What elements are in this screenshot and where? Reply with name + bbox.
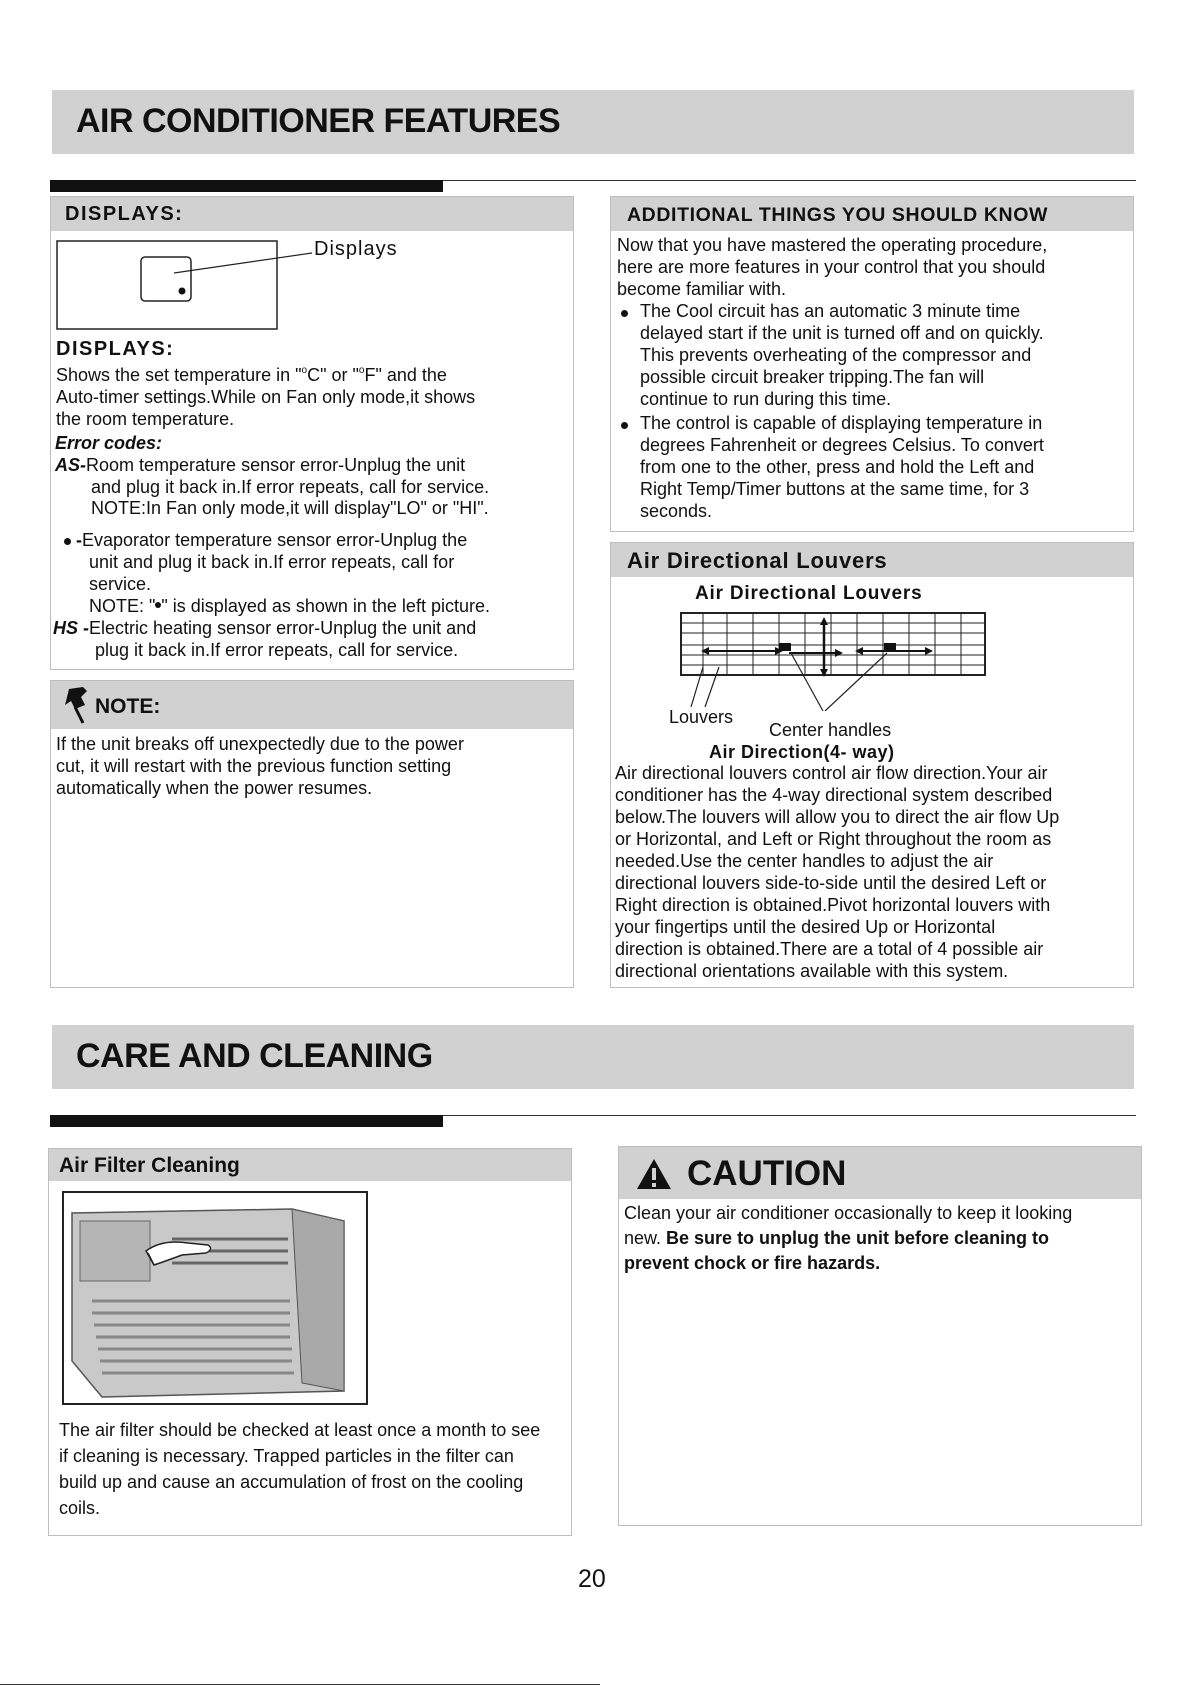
error-as-line1: AS-Room temperature sensor error-Unplug the unit bbox=[55, 455, 466, 475]
features-title: AIR CONDITIONER FEATURES bbox=[76, 102, 561, 140]
additional-b1-l1: The Cool circuit has an automatic 3 minute time bbox=[640, 301, 1021, 321]
additional-intro2: here are more features in your control that you should bbox=[617, 257, 1046, 277]
features-rule-thin bbox=[443, 180, 1136, 181]
louvers-box bbox=[610, 542, 1134, 988]
air-direction-subheading: Air Direction(4- way) bbox=[709, 742, 895, 762]
bullet-icon bbox=[621, 422, 628, 429]
caution-box bbox=[618, 1146, 1142, 1526]
displays-subheading: DISPLAYS: bbox=[56, 338, 175, 360]
filter-l1: The air filter should be checked at least once a month to see bbox=[59, 1420, 541, 1440]
care-rule-thick bbox=[50, 1115, 443, 1127]
dot-symbol-icon bbox=[64, 538, 71, 545]
displays-desc-line2: Auto-timer settings.While on Fan only mode,it shows bbox=[56, 387, 476, 407]
caution-l2: new. Be sure to unplug the unit before cleaning to bbox=[624, 1228, 1050, 1248]
louvers-p4: or Horizontal, and Left or Right throughout the room as bbox=[615, 829, 1052, 849]
louvers-p7: Right direction is obtained.Pivot horizontal louvers with bbox=[615, 895, 1051, 915]
care-title-band bbox=[52, 1025, 1134, 1089]
note-box bbox=[50, 680, 574, 988]
caution-header bbox=[619, 1147, 1141, 1199]
center-handles-label: Center handles bbox=[769, 720, 892, 740]
warning-triangle-icon bbox=[635, 1157, 673, 1191]
caution-l1: Clean your air conditioner occasionally to keep it looking bbox=[624, 1203, 1073, 1223]
louvers-label: Louvers bbox=[669, 707, 734, 727]
louvers-p3: below.The louvers will allow you to direct the air flow Up bbox=[615, 807, 1060, 827]
additional-box bbox=[610, 196, 1134, 532]
error-dot-line2: unit and plug it back in.If error repeats, call for bbox=[89, 552, 455, 572]
louver-diagram bbox=[679, 611, 1059, 711]
filter-l2: if cleaning is necessary. Trapped particles in the filter can bbox=[59, 1446, 514, 1466]
additional-b2-l5: seconds. bbox=[640, 501, 713, 521]
additional-intro1: Now that you have mastered the operating procedure, bbox=[617, 235, 1048, 255]
filter-heading: Air Filter Cleaning bbox=[59, 1154, 240, 1177]
caution-l3: prevent chock or fire hazards. bbox=[624, 1253, 881, 1273]
additional-heading: ADDITIONAL THINGS YOU SHOULD KNOW bbox=[627, 204, 1048, 226]
louvers-p1: Air directional louvers control air flow direction.Your air bbox=[615, 763, 1048, 783]
features-title-band bbox=[52, 90, 1134, 154]
pushpin-icon bbox=[63, 685, 93, 725]
louvers-p5: needed.Use the center handles to adjust the air bbox=[615, 851, 994, 871]
displays-desc-line3: the room temperature. bbox=[56, 409, 235, 429]
caution-heading: CAUTION bbox=[687, 1154, 847, 1193]
error-hs-line1: HS -Electric heating sensor error-Unplug the unit and bbox=[53, 618, 477, 638]
displays-header bbox=[51, 197, 573, 231]
louvers-p8: your fingertips until the desired Up or Horizontal bbox=[615, 917, 996, 937]
louvers-header bbox=[611, 543, 1133, 577]
louvers-p9: direction is obtained.There are a total of 4 possible air bbox=[615, 939, 1044, 959]
error-dot-note: NOTE: " " is displayed as shown in the left picture. bbox=[89, 596, 490, 616]
additional-header bbox=[611, 197, 1133, 231]
filter-l4: coils. bbox=[59, 1498, 101, 1518]
louvers-heading: Air Directional Louvers bbox=[627, 548, 888, 573]
displays-desc-line1: Shows the set temperature in "$^o$C" or "$^o$F" and the bbox=[56, 365, 447, 385]
error-dot-line3: service. bbox=[89, 574, 152, 594]
care-rule-thin bbox=[443, 1115, 1136, 1116]
error-as-line3: NOTE:In Fan only mode,it will display"LO" or "HI". bbox=[91, 498, 489, 518]
louvers-p6: directional louvers side-to-side until the desired Left or bbox=[615, 873, 1047, 893]
error-hs-line2: plug it back in.If error repeats, call for service. bbox=[95, 640, 459, 660]
louvers-p10: directional orientations available with this system. bbox=[615, 961, 1009, 981]
error-as-line2: and plug it back in.If error repeats, call for service. bbox=[91, 477, 490, 497]
note-header bbox=[51, 681, 573, 729]
note-line1: If the unit breaks off unexpectedly due to the power bbox=[56, 734, 464, 754]
additional-b1-l4: possible circuit breaker tripping.The fan will bbox=[640, 367, 985, 387]
additional-b2-l2: degrees Fahrenheit or degrees Celsius. To convert bbox=[640, 435, 1044, 455]
additional-intro3: become familiar with. bbox=[617, 279, 787, 299]
additional-b2-l1: The control is capable of displaying temperature in bbox=[640, 413, 1043, 433]
care-title: CARE AND CLEANING bbox=[76, 1037, 433, 1075]
additional-b1-l2: delayed start if the unit is turned off and on quickly. bbox=[640, 323, 1044, 343]
louvers-figure-title: Air Directional Louvers bbox=[695, 583, 923, 604]
additional-b2-l4: Right Temp/Timer buttons at the same time, for 3 bbox=[640, 479, 1030, 499]
filter-header bbox=[49, 1149, 571, 1181]
displays-heading: DISPLAYS: bbox=[65, 203, 184, 225]
filter-l3: build up and cause an accumulation of frost on the cooling bbox=[59, 1472, 524, 1492]
displays-box bbox=[50, 196, 574, 670]
filter-box bbox=[48, 1148, 572, 1536]
additional-b1-l3: This prevents overheating of the compressor and bbox=[640, 345, 1032, 365]
note-heading: NOTE: bbox=[95, 695, 161, 718]
note-line3: automatically when the power resumes. bbox=[56, 778, 373, 798]
features-rule-thick bbox=[50, 180, 443, 192]
page-number: 20 bbox=[578, 1565, 606, 1593]
displays-callout: Displays bbox=[314, 238, 398, 260]
louvers-p2: conditioner has the 4-way directional system described bbox=[615, 785, 1053, 805]
additional-b2-l3: from one to the other, press and hold the Left and bbox=[640, 457, 1035, 477]
filter-removal-image bbox=[62, 1191, 368, 1405]
bullet-icon bbox=[621, 310, 628, 317]
error-dot-line1: -Evaporator temperature sensor error-Unplug the bbox=[64, 529, 467, 551]
error-codes-label: Error codes: bbox=[55, 433, 163, 453]
additional-b1-l5: continue to run during this time. bbox=[640, 389, 892, 409]
note-line2: cut, it will restart with the previous function setting bbox=[56, 756, 452, 776]
